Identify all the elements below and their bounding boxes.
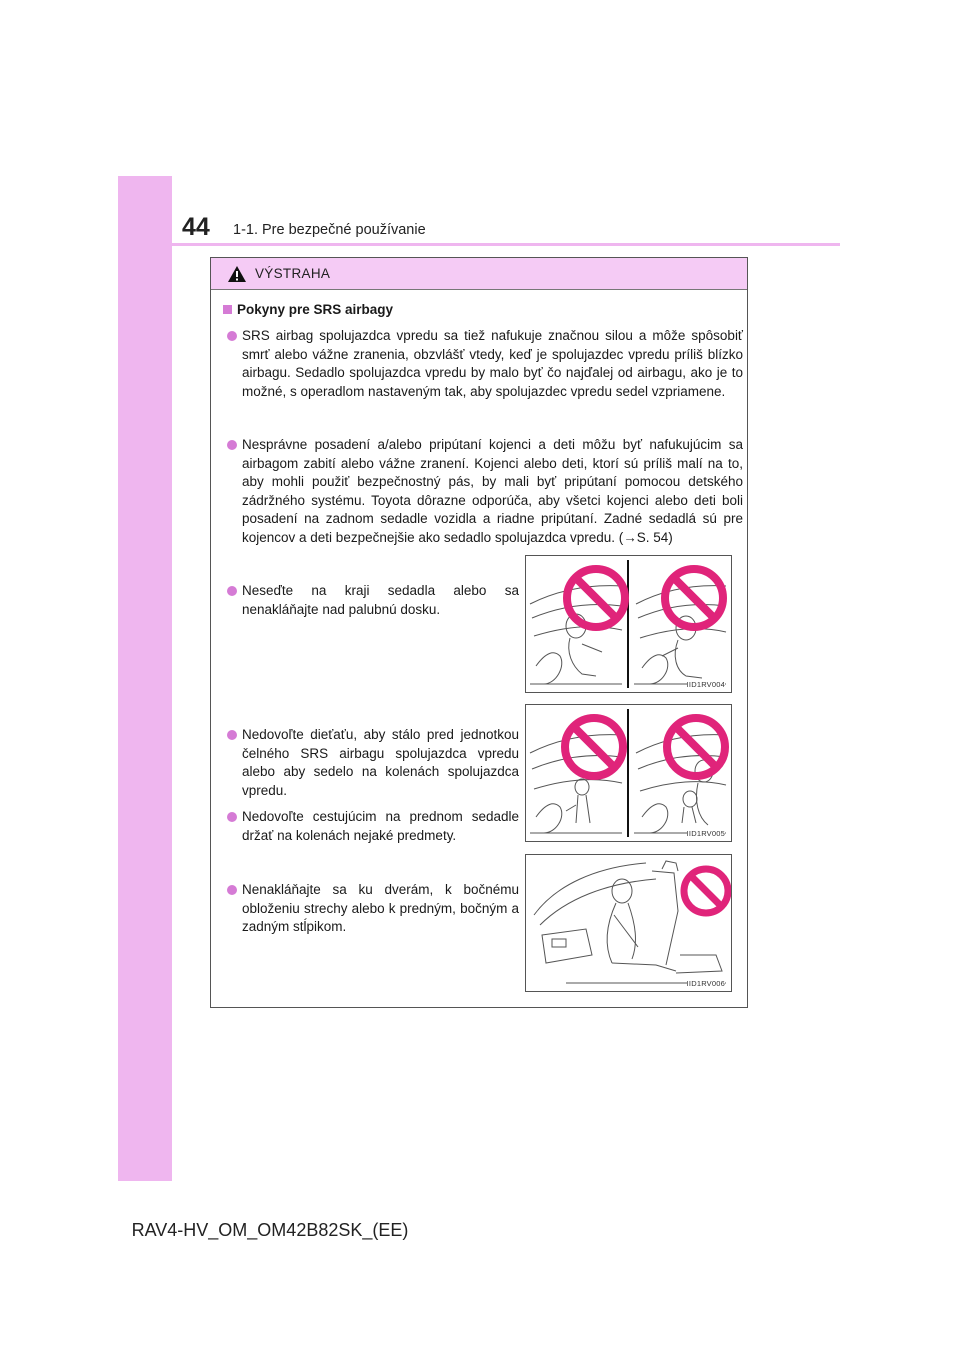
warning-heading — [223, 302, 393, 317]
header-rule — [118, 243, 840, 246]
page-number: 44 — [182, 213, 210, 241]
figure-code: IID1RV004 — [686, 680, 725, 689]
bullet-text: Nedovoľte cestujúcim na prednom sedadle držať na kolenách nejaké predmety. — [242, 809, 519, 843]
warning-heading-text: Pokyny pre SRS airbagy — [237, 302, 394, 317]
section-title: 1-1. Pre bezpečné používanie — [233, 222, 426, 238]
warning-content — [211, 290, 747, 1007]
figure-code: IID1RV005 — [686, 829, 725, 838]
bullet-text: SRS airbag spolujazdca vpredu sa tiež nafukuje značnou silou a môže spôsobiť smrť alebo vážne zranenia, obzvlášť vtedy, keď je spolujazdec vpredu príliš blízko airbagu. Sedadlo spolujazdca vpredu by malo byť čo najďalej od airbagu, ako je to možné, s operadlom nastaveným tak, aby spolujazdec vpredu sedel vzpriamene. — [242, 328, 743, 399]
prohibition-icon — [565, 718, 623, 776]
bullet-dot-icon — [227, 812, 237, 822]
bullet-item — [227, 726, 519, 800]
bullet-item — [227, 436, 743, 548]
square-bullet-icon — [223, 305, 232, 314]
bullet-dot-icon — [227, 440, 237, 450]
bullet-text: Nedovoľte dieťaťu, aby stálo pred jednotkou čelného SRS airbagu spolujazdca vpredu alebo aby sedelo na kolenách spolujazdca vpredu. — [242, 727, 519, 798]
figure-code: IID1RV006 — [686, 979, 725, 988]
illustration-passenger-leaning-on-door — [526, 855, 731, 991]
prohibition-icon — [665, 569, 723, 627]
warning-triangle-icon — [227, 265, 247, 283]
prohibition-icon — [567, 569, 625, 627]
figure-child-standing — [525, 704, 732, 842]
bullet-dot-icon — [227, 331, 237, 341]
bullet-text: Neseďte na kraji sedadla alebo sa nenakláňajte nad palubnú dosku. — [242, 583, 519, 617]
bullet-dot-icon — [227, 586, 237, 596]
figure-lean-door — [525, 854, 732, 992]
bullet-item — [227, 582, 519, 619]
illustration-child-in-front-of-airbag — [526, 705, 731, 841]
bullet-text: Nesprávne posadení a/alebo pripútaní kojenci a deti môžu byť nafukujúcim sa airbagom zabití alebo vážne zranení. Kojenci alebo deti, ktorí sú príliš malí na to, aby mohli použiť bezpečnostný pás, by mali byť pripútaní pomocou detského zádržného systému. Toyota dôrazne odporúča, aby všetci kojenci alebo deti boli posadení na zadnom sedadle vozidla a riadne pripútaní. Zadné sedadlá sú pre kojencov a deti bezpečnejšie ako sedadlo spolujazdca vpredu. (→S. 54) — [242, 437, 743, 545]
bullet-item — [227, 881, 519, 937]
illustration-passenger-too-close — [526, 556, 731, 692]
bullet-dot-icon — [227, 885, 237, 895]
document-code: RAV4-HV_OM_OM42B82SK_(EE) — [131, 1220, 409, 1240]
warning-box — [210, 257, 748, 1008]
bullet-text: Nenakláňajte sa ku dverám, k bočnému obloženiu strechy alebo k predným, bočným a zadným stĺpikom. — [242, 882, 519, 935]
side-color-bar — [118, 176, 172, 1181]
warning-header — [211, 258, 747, 290]
prohibition-icon — [684, 869, 728, 913]
warning-title: VÝSTRAHA — [255, 266, 331, 281]
bullet-item — [227, 327, 743, 401]
bullet-item — [227, 808, 519, 845]
bullet-dot-icon — [227, 730, 237, 740]
figure-lean-forward — [525, 555, 732, 693]
